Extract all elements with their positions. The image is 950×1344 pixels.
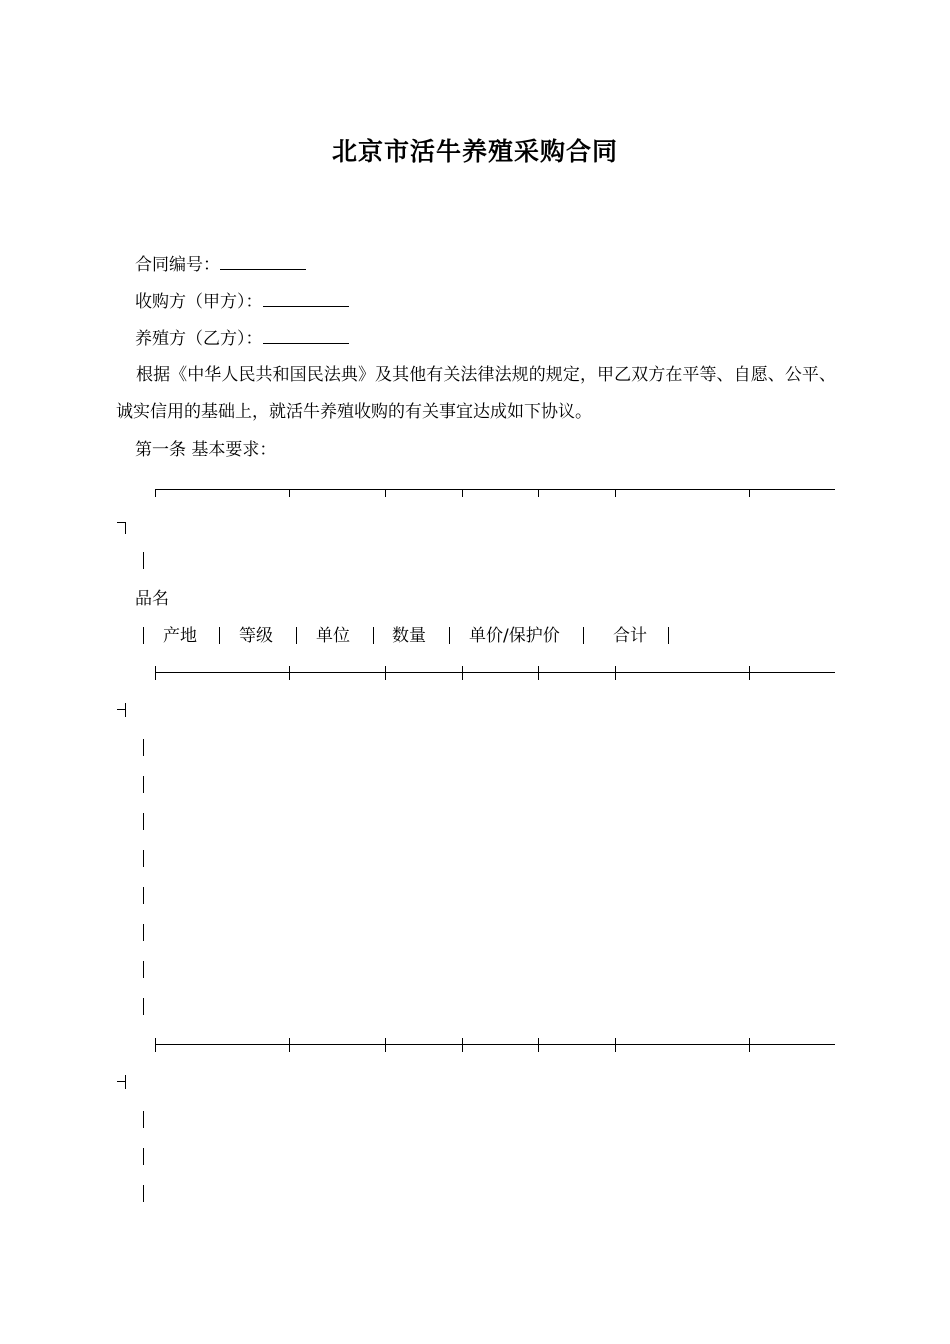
col-separator (373, 627, 374, 644)
col-unit-price: 单价/保护价 (469, 626, 560, 646)
table-left-border (143, 813, 144, 830)
col-separator (583, 627, 584, 644)
col-grade: 等级 (239, 626, 273, 646)
contract-number-field (135, 252, 306, 277)
table-left-border (143, 850, 144, 867)
breeder-blank[interactable] (263, 326, 349, 344)
buyer-blank[interactable] (263, 289, 349, 307)
col-separator (449, 627, 450, 644)
table-left-border (143, 961, 144, 978)
contract-number-blank[interactable] (220, 252, 306, 270)
row-label-product: 品名 (135, 589, 169, 609)
breeder-label: 养殖方（乙方）： (135, 329, 263, 349)
table-left-border (143, 739, 144, 756)
table-corner-right (117, 1075, 126, 1087)
intro-paragraph: 根据《中华人民共和国民法典》及其他有关法律法规的规定，甲乙双方在平等、自愿、公平、诚实信用的基础上，就活牛养殖收购的有关事宜达成如下协议。 (116, 365, 836, 422)
col-unit: 单位 (316, 626, 350, 646)
contract-number-label: 合同编号： (135, 255, 220, 275)
table-row-divider (155, 666, 835, 680)
col-quantity: 数量 (392, 626, 426, 646)
table-top-border (155, 483, 835, 497)
header-left-border (143, 627, 144, 644)
table-left-border (143, 1148, 144, 1165)
col-separator (219, 627, 220, 644)
buyer-label: 收购方（甲方）： (135, 292, 263, 312)
table-left-border (143, 1185, 144, 1202)
table-row-divider (155, 1038, 835, 1052)
col-total: 合计 (613, 626, 647, 646)
col-separator (668, 627, 669, 644)
col-separator (296, 627, 297, 644)
buyer-field (135, 289, 349, 314)
table-corner-top-right (117, 522, 126, 534)
breeder-field (135, 326, 349, 351)
table-left-border (143, 998, 144, 1015)
table-left-border (143, 1111, 144, 1128)
table-left-border (143, 552, 144, 569)
document-title: 北京市活牛养殖采购合同 (331, 137, 618, 166)
col-origin: 产地 (163, 626, 197, 646)
article-1-heading: 第一条 基本要求： (135, 440, 277, 460)
table-left-border (143, 924, 144, 941)
table-left-border (143, 887, 144, 904)
table-left-border (143, 776, 144, 793)
table-corner-right (117, 703, 126, 715)
